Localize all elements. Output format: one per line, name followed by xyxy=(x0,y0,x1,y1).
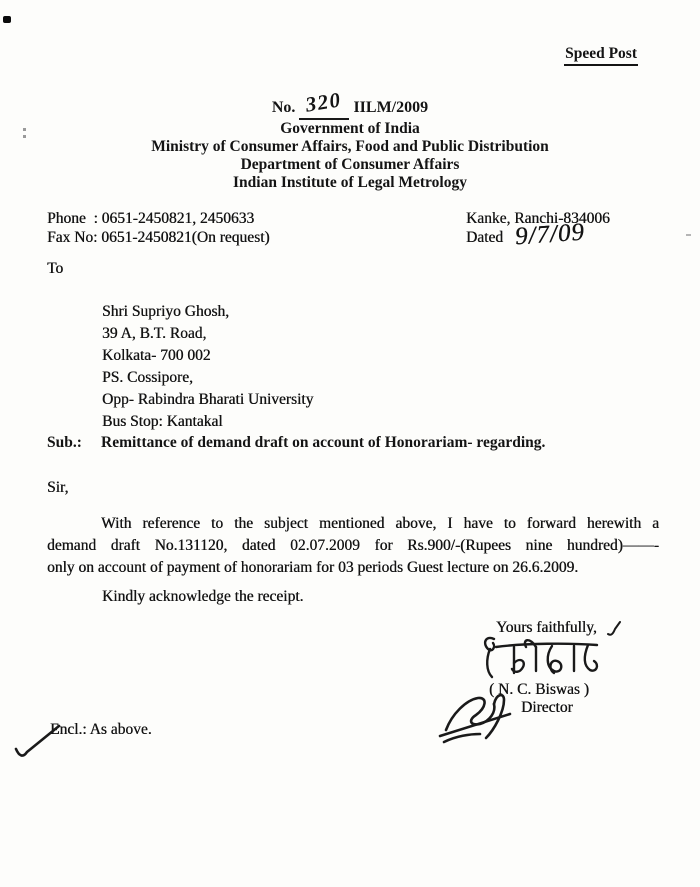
body-line: With reference to the subject mentioned above, I have to forward herewith a xyxy=(101,515,659,532)
body-paragraph xyxy=(47,513,659,579)
signatory-designation: Director xyxy=(521,699,573,716)
reference-suffix: IILM/2009 xyxy=(353,99,429,116)
pen-flourish-icon xyxy=(606,620,622,638)
date-label: Dated xyxy=(466,228,504,246)
subject-text: Remittance of demand draft on account of Honorariam- regarding. xyxy=(101,434,546,451)
closing-line: Kindly acknowledge the receipt. xyxy=(102,588,304,605)
address-line: Bus Stop: Kantakal xyxy=(102,413,223,430)
address-line: Opp- Rabindra Bharati University xyxy=(102,391,314,408)
initials-image xyxy=(436,690,524,748)
signatory-name: ( N. C. Biswas ) xyxy=(489,681,589,698)
salutation: Sir, xyxy=(47,479,69,496)
place-line: Kanke, Ranchi-834006 xyxy=(466,210,610,227)
phone-line: Phone : 0651-2450821, 2450633 xyxy=(47,210,255,227)
letterhead-line: Ministry of Consumer Affairs, Food and Public Distribution xyxy=(151,138,549,155)
place-date-block xyxy=(466,210,610,250)
letterhead-line: Government of India xyxy=(280,120,420,137)
speed-post-label: Speed Post xyxy=(564,45,638,66)
address-line: 39 A, B.T. Road, xyxy=(102,325,207,342)
subject-label: Sub.: xyxy=(47,434,82,451)
letterhead-line: Indian Institute of Legal Metrology xyxy=(233,174,467,191)
reference-label: No. xyxy=(271,99,296,116)
address-line: Shri Supriyo Ghosh, xyxy=(102,303,230,320)
reference-underline xyxy=(299,87,349,120)
address-line: Kolkata- 700 002 xyxy=(102,347,211,364)
scan-speck xyxy=(686,234,691,236)
recipient-address xyxy=(102,301,313,433)
subject-line xyxy=(47,434,545,452)
date-handwritten: 9/7/09 xyxy=(514,218,586,250)
fax-line: Fax No: 0651-2450821(On request) xyxy=(47,228,270,246)
recipient-label: To xyxy=(47,260,64,277)
body-line: demand draft No.131120, dated 02.07.2009 for Rs.900/-(Rupees nine hundred)——- xyxy=(47,537,659,554)
address-line: PS. Cossipore, xyxy=(102,369,193,386)
contact-block xyxy=(47,210,270,247)
checkmark-image xyxy=(13,723,63,763)
reference-line xyxy=(0,87,700,120)
enclosure-line: Encl.: As above. xyxy=(50,721,152,738)
letterhead xyxy=(0,120,700,192)
letterhead-line: Department of Consumer Affairs xyxy=(240,156,460,173)
body-line: only on account of payment of honorariam for 03 periods Guest lecture on 26.6.2009. xyxy=(47,559,579,576)
signature-image xyxy=(480,633,608,685)
reference-number-handwritten: 320 xyxy=(304,87,344,117)
valediction: Yours faithfully, xyxy=(496,619,597,636)
scan-dot xyxy=(3,16,11,23)
